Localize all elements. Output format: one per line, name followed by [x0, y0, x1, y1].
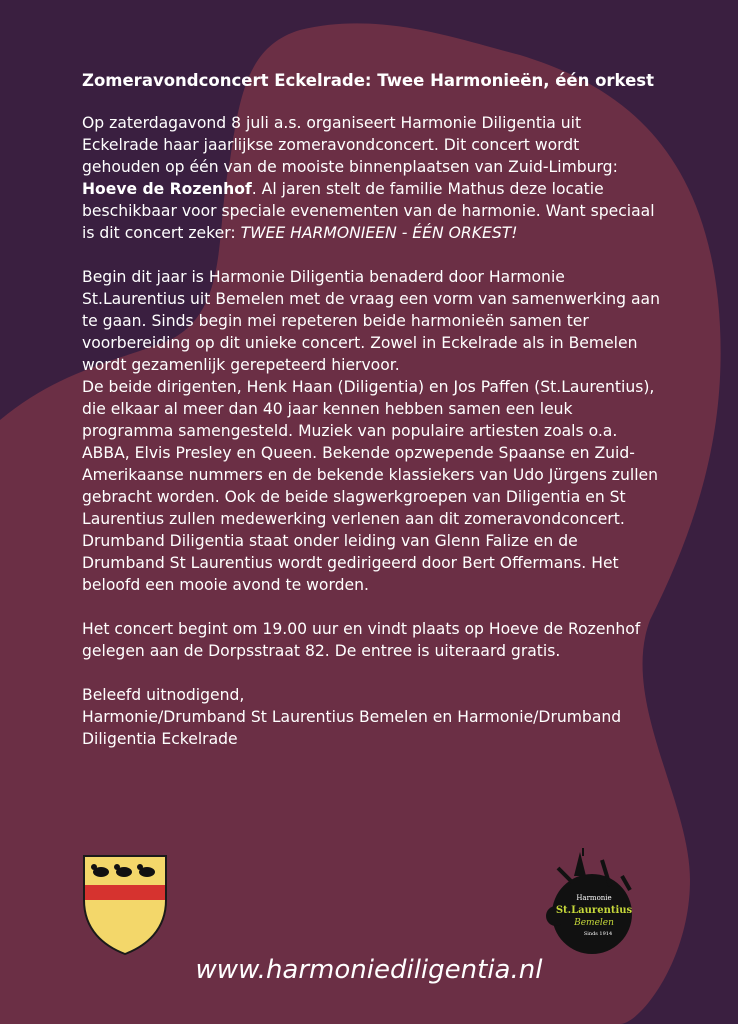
logo-line-laurentius: St.Laurentius: [555, 905, 633, 916]
article-title: Zomeravondconcert Eckelrade: Twee Harmonieën, één orkest: [82, 71, 654, 90]
paragraph-collaboration: Begin dit jaar is Harmonie Diligentia benaderd door Harmonie St.Laurentius uit Bemelen met de vraag een vorm van samenwerking aan te gaan. Sinds begin mei repeteren beide harmonieën samen ter voorbereiding op dit unieke concert. Zowel in Eckelrade als in Bemelen wordt gezamenlijk gerepeteerd hiervoor.: [82, 268, 660, 374]
logo-line-bemelen: Bemelen: [574, 918, 614, 928]
st-laurentius-logo: [538, 846, 642, 956]
paragraph-practical: Het concert begint om 19.00 uur en vindt plaats op Hoeve de Rozenhof gelegen aan de Dorpsstraat 82. De entree is uiteraard gratis.: [82, 620, 641, 660]
closing-greeting: Beleefd uitnodigend,: [82, 686, 245, 704]
eckelrade-coat-of-arms-icon: [80, 852, 170, 956]
venue-name: Hoeve de Rozenhof: [82, 180, 252, 198]
website-url[interactable]: www.harmoniediligentia.nl: [195, 955, 543, 985]
logo-line-since: Sinds 1914: [583, 931, 613, 937]
intro-text: Op zaterdagavond 8 juli a.s. organiseert Harmonie Diligentia uit Eckelrade haar jaarlijkse zomeravondconcert. Dit concert wordt gehouden op één van de mooiste binnenplaatsen van Zuid-Limburg:: [82, 114, 618, 176]
article: [82, 70, 662, 772]
intro-text-cont: . Al jaren stelt de familie Mathus deze locatie beschikbaar voor speciale evenementen van de harmonie. Want speciaal is dit concert zeker:: [82, 180, 655, 242]
closing: [82, 684, 662, 750]
paragraph-program: De beide dirigenten, Henk Haan (Diligentia) en Jos Paffen (St.Laurentius), die elkaar al meer dan 40 jaar kennen hebben samen een leuk programma samengesteld. Muziek van populaire artiesten zoals o.a. ABBA, Elvis Presley en Queen. Bekende opzwepende Spaanse en Zuid-Amerikaanse nummers en de bekende klassiekers van Udo Jürgens zullen gebracht worden. Ook de beide slagwerkgroepen van Diligentia en St Laurentius zullen medewerking verlenen aan dit zomeravondconcert. Drumband Diligentia staat onder leiding van Glenn Falize en de Drumband St Laurentius wordt gedirigeerd door Bert Offermans. Het beloofd een mooie avond te worden.: [82, 378, 659, 594]
paragraph-intro: [82, 112, 662, 244]
concert-slogan: TWEE HARMONIEEN - ÉÉN ORKEST!: [240, 224, 518, 242]
closing-signature: Harmonie/Drumband St Laurentius Bemelen en Harmonie/Drumband Diligentia Eckelrade: [82, 708, 622, 748]
logo-line-harmonie: Harmonie: [576, 894, 612, 902]
